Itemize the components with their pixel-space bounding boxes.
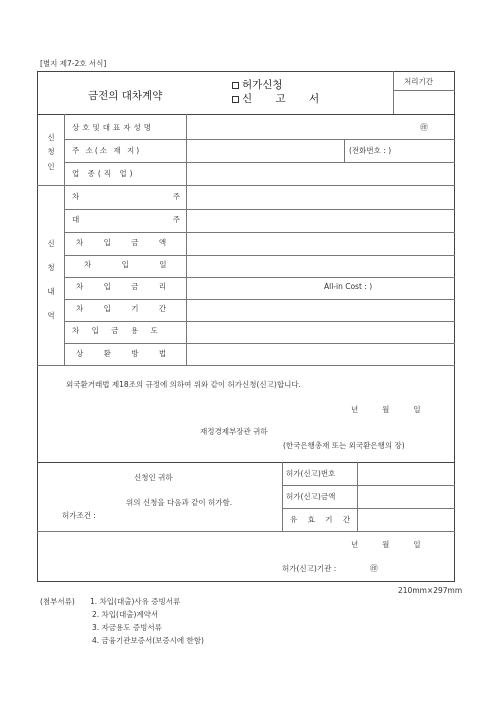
loan-purpose-field[interactable]	[188, 323, 452, 341]
permit-number-label: 허가(신고)번호	[286, 469, 336, 478]
loan-period-field[interactable]	[188, 301, 452, 319]
permit-number-field[interactable]	[359, 464, 453, 483]
repayment-method-field[interactable]	[188, 345, 452, 363]
permit-amount-field[interactable]	[359, 487, 453, 506]
applicant-occupation-label: 업 종(직 업)	[72, 169, 136, 178]
applicant-phone-label: (전화번호 : )	[349, 146, 392, 155]
declaration-recipient-note: (한국은행총재 또는 외국환은행의 장)	[283, 441, 405, 450]
permit-amount-label: 허가(신고)금액	[286, 492, 336, 501]
interest-rate-label: 차 입 금 리	[76, 282, 176, 291]
form-title: 금전의 대차계약	[88, 90, 163, 102]
borrower-field[interactable]	[188, 187, 452, 207]
permit-authority-label: 허가(신고)기관 :	[282, 564, 337, 573]
attachment-item: 3. 자금용도 증빙서류	[92, 623, 162, 632]
applicant-name-label: 상호및대표자성명	[72, 123, 154, 132]
applicant-address-label: 주 소(소 재 지)	[72, 146, 142, 155]
loan-purpose-label: 차 입 금 용 도	[72, 326, 163, 335]
attachment-item: 4. 금융기관보증서(보증시에 한함)	[92, 636, 204, 645]
applicant-name-field[interactable]	[188, 116, 414, 137]
processing-period-value[interactable]	[394, 93, 454, 113]
loan-amount-field[interactable]	[188, 234, 452, 253]
checkbox-permit[interactable]	[232, 82, 239, 89]
all-in-cost-label: All-in Cost : )	[324, 282, 373, 291]
attachment-item: 1. 차입(대출)사유 증빙서류	[90, 597, 181, 606]
lender-field[interactable]	[188, 211, 452, 230]
option-report[interactable]: 신 고 서	[232, 94, 329, 105]
applicant-occupation-field[interactable]	[188, 164, 452, 183]
approval-conditions-field[interactable]	[106, 508, 276, 526]
loan-date-label: 차 입 일	[84, 260, 181, 269]
lender-label: 대 주	[72, 215, 180, 224]
option-permit-application[interactable]: 허가신청	[232, 80, 283, 91]
loan-date-field[interactable]	[188, 257, 452, 275]
borrower-label: 차 주	[72, 192, 180, 201]
loan-period-label: 차 입 기 간	[76, 304, 176, 313]
loan-amount-label: 차 입 금 액	[76, 238, 176, 247]
checkbox-report[interactable]	[232, 96, 239, 103]
applicant-address-field[interactable]	[188, 141, 342, 160]
declaration-statement: 외국환거래법 제18조의 규정에 의하여 위와 같이 허가신청(신고)합니다.	[66, 380, 301, 389]
authority-seal-icon: ㊞	[370, 564, 378, 573]
declaration-date: 년 월 일	[351, 405, 423, 414]
applicant-seal-icon: ㊞	[420, 123, 428, 132]
attachment-item: 2. 차입(대출)계약서	[92, 610, 159, 619]
processing-period-label: 처리기간	[404, 77, 433, 86]
interest-rate-field[interactable]	[188, 279, 452, 297]
validity-period-field[interactable]	[359, 510, 453, 529]
form-number: [별지 제7-2호 서식]	[40, 59, 107, 68]
details-section-label: 신청내역	[47, 239, 55, 320]
repayment-method-label: 상 환 방 법	[76, 349, 176, 358]
approval-conditions-label: 허가조건 :	[62, 511, 96, 520]
approval-text: 위의 신청을 다음과 같이 허가함.	[126, 498, 233, 507]
approval-date: 년 월 일	[351, 540, 423, 549]
applicant-section-label: 신청인	[47, 133, 55, 171]
declaration-recipient: 재정경제부장관 귀하	[200, 427, 268, 436]
attachments-label: (첨부서류)	[40, 597, 75, 606]
approval-to-applicant: 신청인 귀하	[134, 473, 173, 482]
validity-period-label: 유 효 기 간	[290, 515, 355, 524]
paper-size: 210mm×297mm	[398, 586, 463, 595]
